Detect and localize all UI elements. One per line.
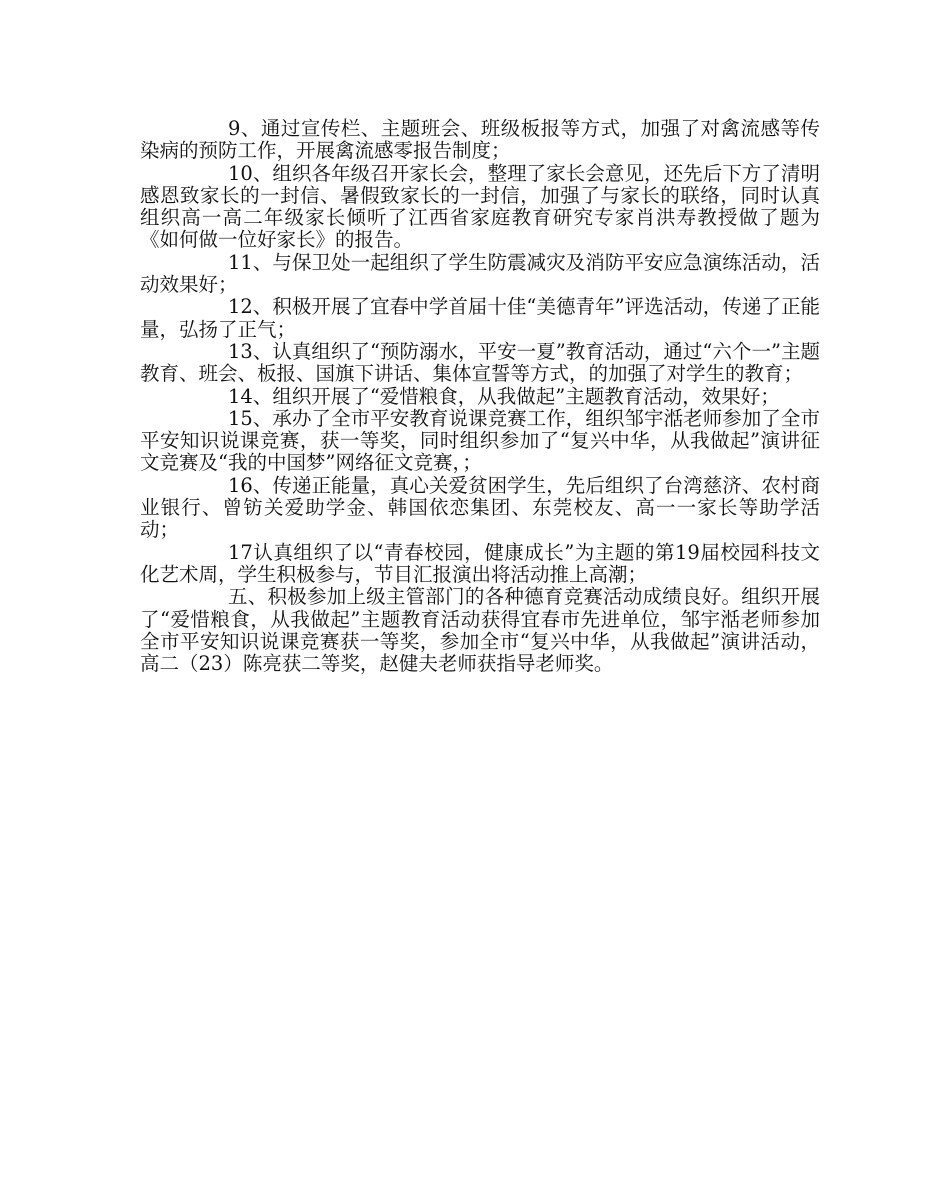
paragraph-item-17: 17认真组织了以“青春校园，健康成长”为主题的第19届校园科技文化艺术周，学生积极参与，节目汇报演出将活动推上高潮； [140, 540, 820, 586]
paragraph-item-12: 12、积极开展了宜春中学首届十佳“美德青年”评选活动，传递了正能量，弘扬了正气； [140, 295, 820, 341]
paragraph-item-15: 15、承办了全市平安教育说课竞赛工作，组织邹宇湉老师参加了全市平安知识说课竞赛，获一等奖，同时组织参加了“复兴中华，从我做起”演讲征文竞赛及“我的中国梦”网络征文竞赛，； [140, 406, 820, 475]
paragraph-section-five: 五、积极参加上级主管部门的各种德育竞赛活动成绩良好。组织开展了“爱惜粮食，从我做起”主题教育活动获得宜春市先进单位，邹宇湉老师参加全市平安知识说课竞赛获一等奖，参加全市“复兴中华，从我做起”演讲活动，高二（23）陈亮获二等奖，赵健夫老师获指导老师奖。 [140, 585, 820, 676]
paragraph-item-13: 13、认真组织了“预防溺水，平安一夏”教育活动，通过“六个一”主题教育、班会、板报、国旗下讲话、集体宣誓等方式，的加强了对学生的教育； [140, 339, 820, 386]
paragraph-item-14: 14、组织开展了“爱惜粮食，从我做起”主题教育活动，效果好； [228, 384, 780, 408]
paragraph-item-9: 9、通过宣传栏、主题班会、班级板报等方式，加强了对禽流感等传染病的预防工作，开展禽流感零报告制度； [140, 117, 820, 163]
document-body [140, 118, 820, 675]
paragraph-item-11: 11、与保卫处一起组织了学生防震减灾及消防平安应急演练活动，活动效果好； [140, 250, 820, 297]
paragraph-item-10: 10、组织各年级召开家长会，整理了家长会意见，还先后下方了清明感恩致家长的一封信、暑假致家长的一封信，加强了与家长的联络，同时认真组织高一高二年级家长倾听了江西省家庭教育研究专家肖洪寿教授做了题为《如何做一位好家长》的报告。 [140, 161, 820, 252]
paragraph-item-16: 16、传递正能量，真心关爱贫困学生，先后组织了台湾慈济、农村商业银行、曾钫关爱助学金、韩国依恋集团、东莞校友、高一一家长等助学活动； [140, 473, 820, 542]
